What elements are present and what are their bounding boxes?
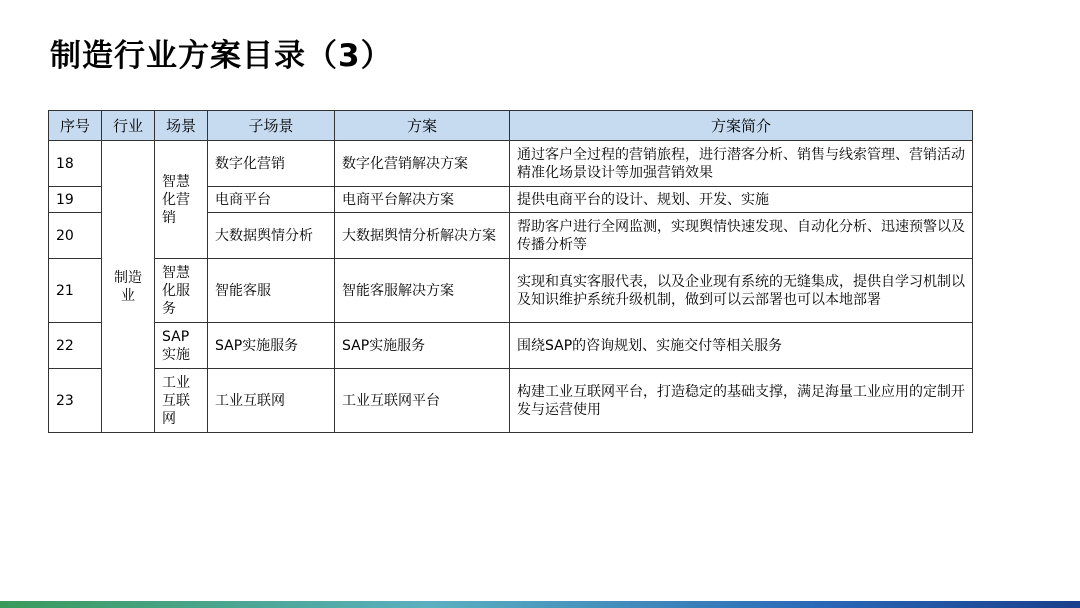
row-number: 20 — [49, 213, 102, 259]
row-number: 19 — [49, 187, 102, 213]
solution-cell: 电商平台解决方案 — [335, 187, 510, 213]
footer-gradient-bar — [0, 601, 1080, 608]
page-title: 制造行业方案目录（3） — [50, 38, 393, 74]
scene-cell: 工业互联网 — [155, 369, 208, 433]
row-number: 18 — [49, 141, 102, 187]
description-cell: 提供电商平台的设计、规划、开发、实施 — [510, 187, 973, 213]
row-number: 21 — [49, 259, 102, 323]
table-row — [49, 259, 973, 323]
description-cell: 实现和真实客服代表，以及企业现有系统的无缝集成，提供自学习机制以及知识维护系统升级机制，做到可以云部署也可以本地部署 — [510, 259, 973, 323]
industry-cell: 制造业 — [102, 141, 155, 433]
description-cell: 围绕SAP的咨询规划、实施交付等相关服务 — [510, 323, 973, 369]
table-row — [49, 369, 973, 433]
header-subscene: 子场景 — [208, 111, 335, 141]
subscene-cell: SAP实施服务 — [208, 323, 335, 369]
scene-cell: 智慧化营销 — [155, 141, 208, 259]
subscene-cell: 智能客服 — [208, 259, 335, 323]
table-header-row — [49, 111, 973, 141]
subscene-cell: 工业互联网 — [208, 369, 335, 433]
header-description: 方案简介 — [510, 111, 973, 141]
description-cell: 帮助客户进行全网监测，实现舆情快速发现、自动化分析、迅速预警以及传播分析等 — [510, 213, 973, 259]
subscene-cell: 大数据舆情分析 — [208, 213, 335, 259]
row-number: 23 — [49, 369, 102, 433]
solution-cell: 大数据舆情分析解决方案 — [335, 213, 510, 259]
solution-cell: 数字化营销解决方案 — [335, 141, 510, 187]
scene-cell: 智慧化服务 — [155, 259, 208, 323]
solution-table — [48, 110, 973, 433]
header-industry: 行业 — [102, 111, 155, 141]
table-row — [49, 323, 973, 369]
header-solution: 方案 — [335, 111, 510, 141]
description-cell: 构建工业互联网平台，打造稳定的基础支撑，满足海量工业应用的定制开发与运营使用 — [510, 369, 973, 433]
solution-cell: 工业互联网平台 — [335, 369, 510, 433]
row-number: 22 — [49, 323, 102, 369]
scene-cell: SAP实施 — [155, 323, 208, 369]
solution-cell: SAP实施服务 — [335, 323, 510, 369]
description-cell: 通过客户全过程的营销旅程，进行潜客分析、销售与线索管理、营销活动精准化场景设计等加强营销效果 — [510, 141, 973, 187]
subscene-cell: 数字化营销 — [208, 141, 335, 187]
header-scene: 场景 — [155, 111, 208, 141]
solution-cell: 智能客服解决方案 — [335, 259, 510, 323]
subscene-cell: 电商平台 — [208, 187, 335, 213]
table-row — [49, 141, 973, 187]
header-no: 序号 — [49, 111, 102, 141]
